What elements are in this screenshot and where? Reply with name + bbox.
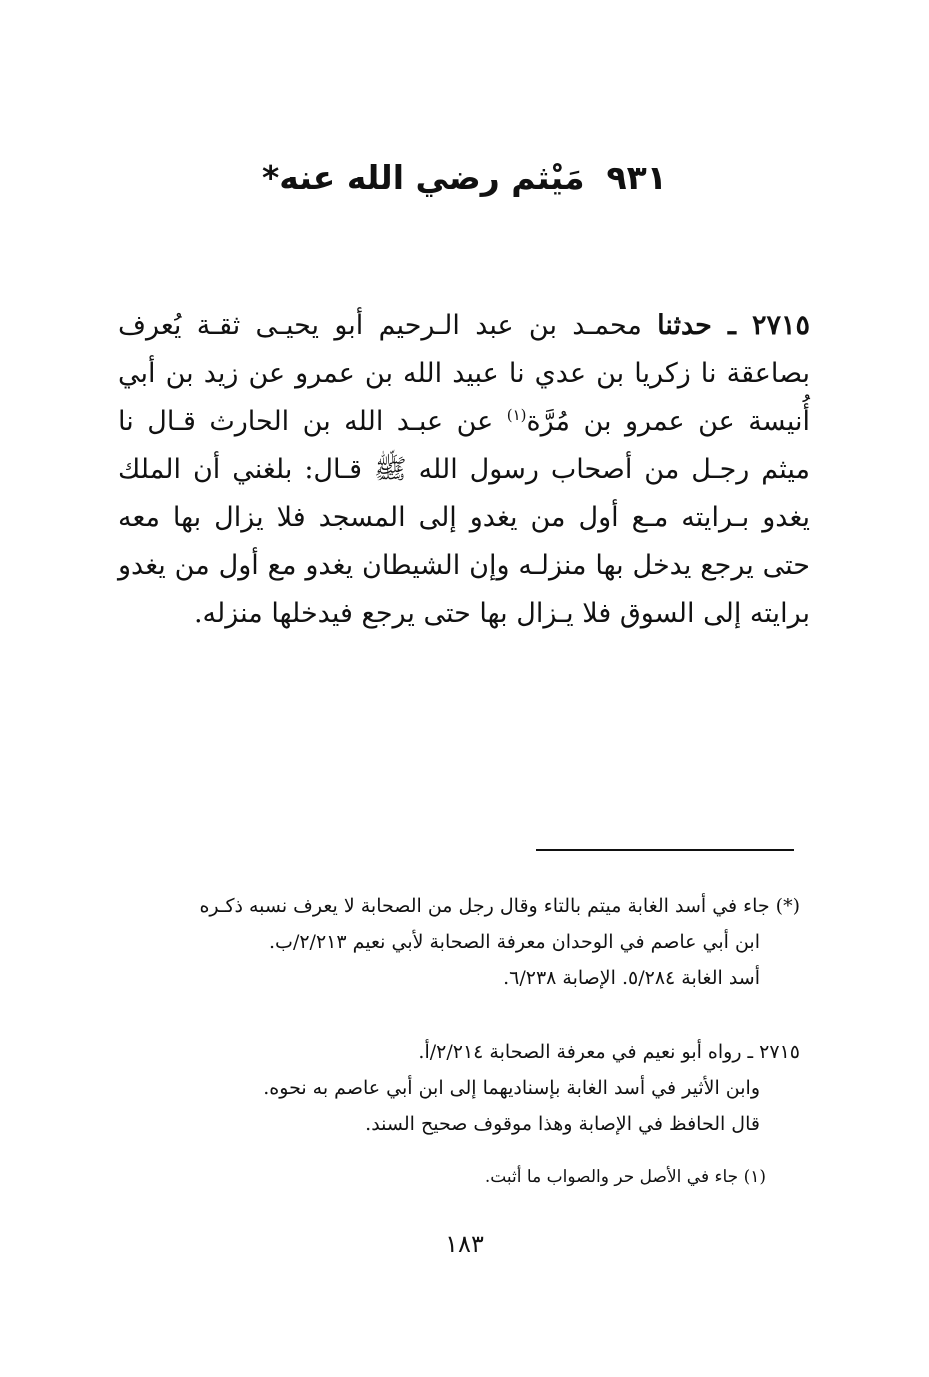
- footnote-2715-line-3: قال الحافظ في الإصابة وهذا موقوف صحيح السند.: [365, 1113, 760, 1135]
- hadith-lead: ٢٧١٥ ـ حدثنا: [657, 310, 810, 341]
- footnote-hadith-2715: [150, 1034, 800, 1142]
- chapter-title: مَيْثم رضي الله عنه*: [262, 158, 585, 197]
- footnote-2715-line-1: ٢٧١٥ ـ رواه أبو نعيم في معرفة الصحابة ٢/٢١٤/أ.: [418, 1041, 800, 1063]
- footnote-star-line-2: ابن أبي عاصم في الوحدان معرفة الصحابة لأبي نعيم ٢/٢١٣/ب.: [269, 931, 760, 953]
- footnote-2715-line-2: وابن الأثير في أسد الغابة بإسناديهما إلى ابن أبي عاصم به نحوه.: [263, 1077, 760, 1099]
- footnote-1-text: (١) جاء في الأصل حر والصواب ما أثبت.: [484, 1167, 766, 1187]
- footnote-star-line-3: أسد الغابة ٥/٢٨٤. الإصابة ٦/٢٣٨.: [503, 967, 760, 989]
- chapter-number: ٩٣١: [606, 158, 667, 197]
- footnote-star-line-1: (*) جاء في أسد الغابة ميتم بالتاء وقال رجل من الصحابة لا يعرف نسبه ذكـره: [199, 895, 800, 917]
- footnote-separator: [536, 849, 794, 851]
- footnote-ref-marker: (١): [506, 406, 527, 424]
- footnote-star: [110, 888, 800, 996]
- hadith-body: [118, 302, 810, 638]
- chapter-heading: [0, 148, 929, 208]
- hadith-text-part-1: محمـد بن عبد الـرحيم أبو يحيـى ثقـة يُعرف بصاعقة نا زكريا بن عدي نا عبيد الله بن عمرو عن زيد بن أبي أُنيسة عن عمرو بن مُرَّة: [118, 310, 810, 437]
- footnote-1: [150, 1160, 766, 1194]
- hadith-text-part-2: عن عبـد الله بن الحارث قـال نا ميثم رجـل من أصحاب رسول الله ﷺ قـال: بلغني أن الملك يغدو بـرايته مـع أول من يغدو إلى المسجد فلا يزال بها معه حتى يرجع يدخل بها منزلـه وإن الشيطان يغدو مع أول من يغدو برايته إلى السوق فلا يـزال بها حتى يرجع فيدخلها منزله.: [118, 406, 810, 629]
- page-number: ١٨٣: [445, 1230, 484, 1258]
